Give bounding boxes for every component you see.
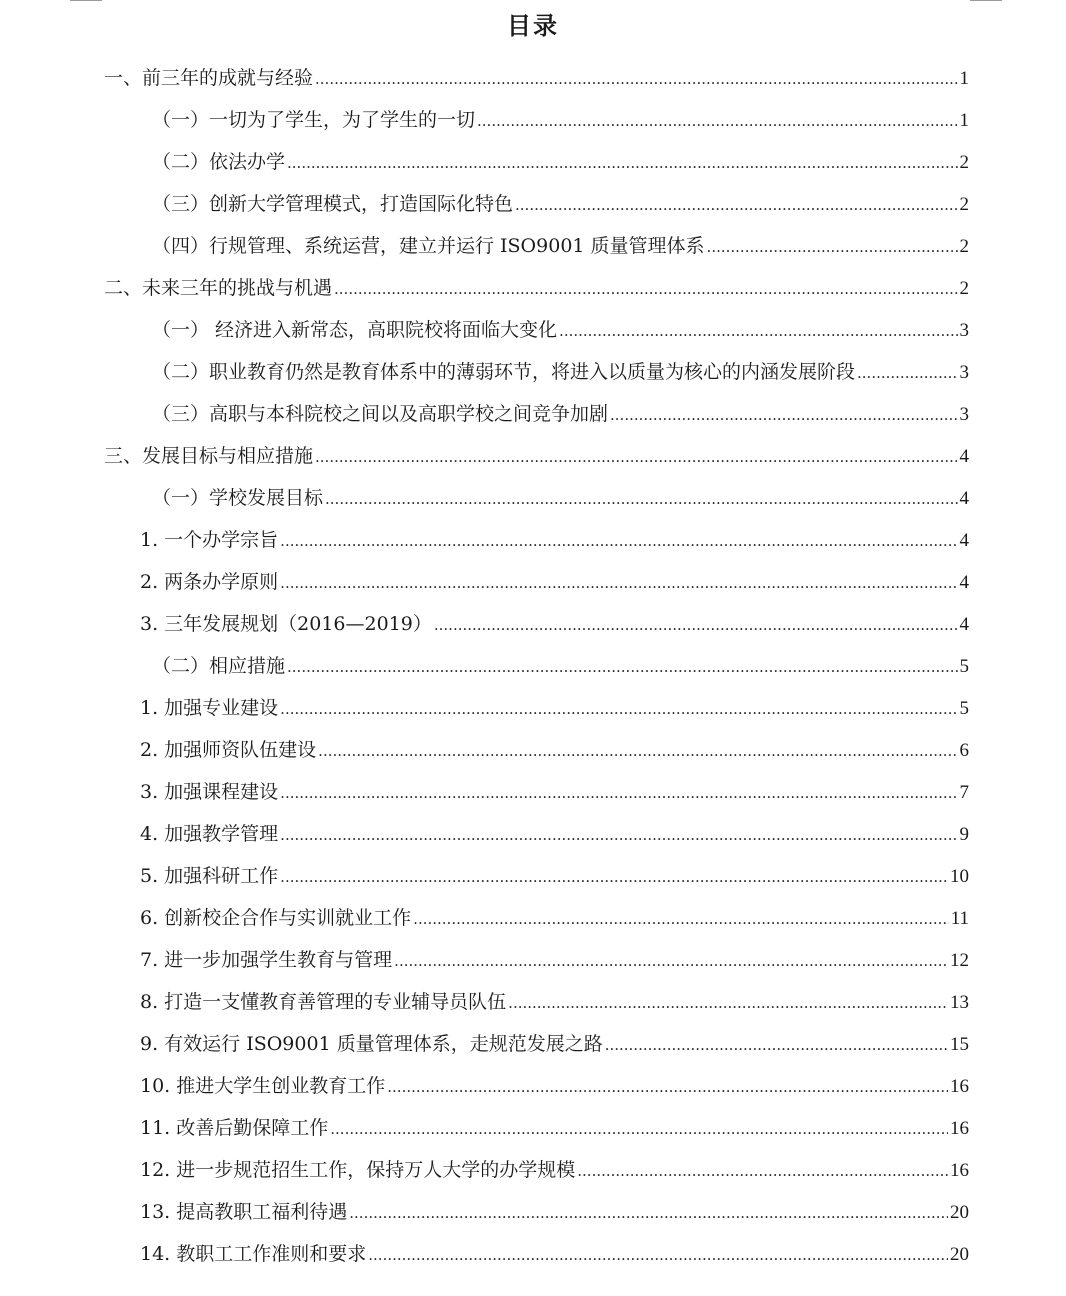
toc-dot-leader <box>334 268 957 310</box>
toc-dot-leader <box>857 352 957 394</box>
toc-page-number: 3 <box>959 320 969 341</box>
toc-page-number: 4 <box>959 572 969 593</box>
toc-page-number: 12 <box>950 950 969 971</box>
toc-dot-leader <box>287 142 957 184</box>
toc-dot-leader <box>287 646 957 688</box>
toc-entry-text: （一）学校发展目标 <box>152 487 324 509</box>
toc-dot-leader <box>515 184 957 226</box>
toc-list <box>0 57 1066 1275</box>
toc-dot-leader <box>508 982 948 1024</box>
toc-entry[interactable] <box>0 645 1066 687</box>
toc-entry[interactable] <box>0 687 1066 729</box>
toc-dot-leader <box>559 310 957 352</box>
toc-dot-leader <box>349 1192 948 1234</box>
toc-dot-leader <box>707 226 958 268</box>
toc-entry[interactable] <box>0 1023 1066 1065</box>
toc-entry-text: 14. 教职工工作准则和要求 <box>140 1243 367 1265</box>
toc-dot-leader <box>280 772 957 814</box>
toc-dot-leader <box>280 814 957 856</box>
toc-dot-leader <box>280 520 957 562</box>
toc-dot-leader <box>477 100 957 142</box>
toc-entry[interactable] <box>0 1065 1066 1107</box>
toc-page-number: 4 <box>959 614 969 635</box>
toc-entry[interactable] <box>0 603 1066 645</box>
toc-entry[interactable] <box>0 897 1066 939</box>
toc-entry-text: 1. 一个办学宗旨 <box>140 529 279 551</box>
toc-dot-leader <box>280 856 948 898</box>
toc-page-number: 3 <box>959 362 969 383</box>
toc-entry-text: 3. 三年发展规划（2016—2019） <box>140 613 432 635</box>
toc-page-number: 4 <box>959 488 969 509</box>
toc-page-number: 9 <box>959 824 969 845</box>
toc-page-number: 5 <box>959 656 969 677</box>
toc-entry-text: 一、前三年的成就与经验 <box>104 67 314 89</box>
toc-entry[interactable] <box>0 393 1066 435</box>
toc-entry[interactable] <box>0 183 1066 225</box>
toc-dot-leader <box>394 940 948 982</box>
toc-entry-text: （二）依法办学 <box>152 151 286 173</box>
toc-entry[interactable] <box>0 981 1066 1023</box>
toc-entry[interactable] <box>0 813 1066 855</box>
toc-page-number: 20 <box>950 1244 969 1265</box>
toc-entry[interactable] <box>0 729 1066 771</box>
toc-entry-text: 4. 加强教学管理 <box>140 823 279 845</box>
toc-entry[interactable] <box>0 57 1066 99</box>
toc-page-number: 11 <box>950 908 969 929</box>
toc-dot-leader <box>330 1108 948 1150</box>
toc-entry[interactable] <box>0 855 1066 897</box>
toc-entry[interactable] <box>0 477 1066 519</box>
toc-entry[interactable] <box>0 99 1066 141</box>
toc-page-number: 16 <box>950 1160 969 1181</box>
toc-page-number: 2 <box>959 236 969 257</box>
toc-entry-text: 二、未来三年的挑战与机遇 <box>104 277 333 299</box>
toc-page-number: 1 <box>959 68 969 89</box>
toc-entry[interactable] <box>0 939 1066 981</box>
toc-entry-text: 6. 创新校企合作与实训就业工作 <box>140 907 412 929</box>
toc-entry-text: 2. 两条办学原则 <box>140 571 279 593</box>
toc-entry[interactable] <box>0 141 1066 183</box>
toc-dot-leader <box>387 1066 948 1108</box>
toc-entry-text: （二）职业教育仍然是教育体系中的薄弱环节，将进入以质量为核心的内涵发展阶段 <box>152 361 856 383</box>
toc-page-number: 4 <box>959 530 969 551</box>
toc-dot-leader <box>318 730 957 772</box>
toc-entry-text: （三）创新大学管理模式，打造国际化特色 <box>152 193 514 215</box>
toc-entry-text: 2. 加强师资队伍建设 <box>140 739 317 761</box>
toc-page-number: 1 <box>959 110 969 131</box>
toc-page-number: 20 <box>950 1202 969 1223</box>
toc-dot-leader <box>315 436 957 478</box>
toc-entry-text: 5. 加强科研工作 <box>140 865 279 887</box>
toc-entry-text: 1. 加强专业建设 <box>140 697 279 719</box>
toc-entry-text: 12. 进一步规范招生工作，保持万人大学的办学规模 <box>140 1159 576 1181</box>
page-corner-mark-right <box>970 0 1002 1</box>
toc-page-number: 16 <box>950 1076 969 1097</box>
toc-dot-leader <box>577 1150 948 1192</box>
toc-entry-text: （一） 经济进入新常态，高职院校将面临大变化 <box>152 319 558 341</box>
toc-entry[interactable] <box>0 435 1066 477</box>
toc-dot-leader <box>325 478 957 520</box>
toc-dot-leader <box>605 1024 948 1066</box>
toc-entry[interactable] <box>0 225 1066 267</box>
toc-dot-leader <box>368 1234 948 1276</box>
toc-entry[interactable] <box>0 519 1066 561</box>
toc-entry-text: 三、发展目标与相应措施 <box>104 445 314 467</box>
toc-entry[interactable] <box>0 267 1066 309</box>
toc-page-number: 2 <box>959 278 969 299</box>
toc-entry-text: （一）一切为了学生，为了学生的一切 <box>152 109 476 131</box>
toc-entry[interactable] <box>0 1191 1066 1233</box>
toc-dot-leader <box>280 688 957 730</box>
toc-entry-text: 13. 提高教职工福利待遇 <box>140 1201 348 1223</box>
toc-page-number: 7 <box>959 782 969 803</box>
toc-entry-text: 11. 改善后勤保障工作 <box>140 1117 329 1139</box>
toc-entry-text: 7. 进一步加强学生教育与管理 <box>140 949 393 971</box>
toc-dot-leader <box>434 604 958 646</box>
toc-dot-leader <box>610 394 957 436</box>
toc-entry[interactable] <box>0 1233 1066 1275</box>
toc-page-number: 5 <box>959 698 969 719</box>
toc-page-number: 2 <box>959 152 969 173</box>
toc-title: 目录 <box>507 12 559 40</box>
toc-page-number: 13 <box>950 992 969 1013</box>
toc-page-number: 3 <box>959 404 969 425</box>
toc-dot-leader <box>413 898 949 940</box>
toc-page-number: 6 <box>959 740 969 761</box>
toc-entry[interactable] <box>0 561 1066 603</box>
toc-entry-text: 8. 打造一支懂教育善管理的专业辅导员队伍 <box>140 991 507 1013</box>
toc-dot-leader <box>280 562 957 604</box>
toc-entry[interactable] <box>0 771 1066 813</box>
toc-entry-text: （二）相应措施 <box>152 655 286 677</box>
toc-page-number: 10 <box>950 866 969 887</box>
toc-entry-text: （三）高职与本科院校之间以及高职学校之间竞争加剧 <box>152 403 609 425</box>
toc-entry-text: （四）行规管理、系统运营，建立并运行 ISO9001 质量管理体系 <box>152 235 705 257</box>
toc-dot-leader <box>315 58 957 100</box>
page-corner-mark-left <box>70 0 102 1</box>
toc-page-number: 15 <box>950 1034 969 1055</box>
toc-entry-text: 9. 有效运行 ISO9001 质量管理体系，走规范发展之路 <box>140 1033 603 1055</box>
toc-page-number: 16 <box>950 1118 969 1139</box>
toc-entry[interactable] <box>0 351 1066 393</box>
toc-entry[interactable] <box>0 1107 1066 1149</box>
toc-entry[interactable] <box>0 309 1066 351</box>
toc-entry-text: 3. 加强课程建设 <box>140 781 279 803</box>
toc-entry-text: 10. 推进大学生创业教育工作 <box>140 1075 386 1097</box>
toc-page-number: 2 <box>959 194 969 215</box>
toc-entry[interactable] <box>0 1149 1066 1191</box>
toc-page-number: 4 <box>959 446 969 467</box>
